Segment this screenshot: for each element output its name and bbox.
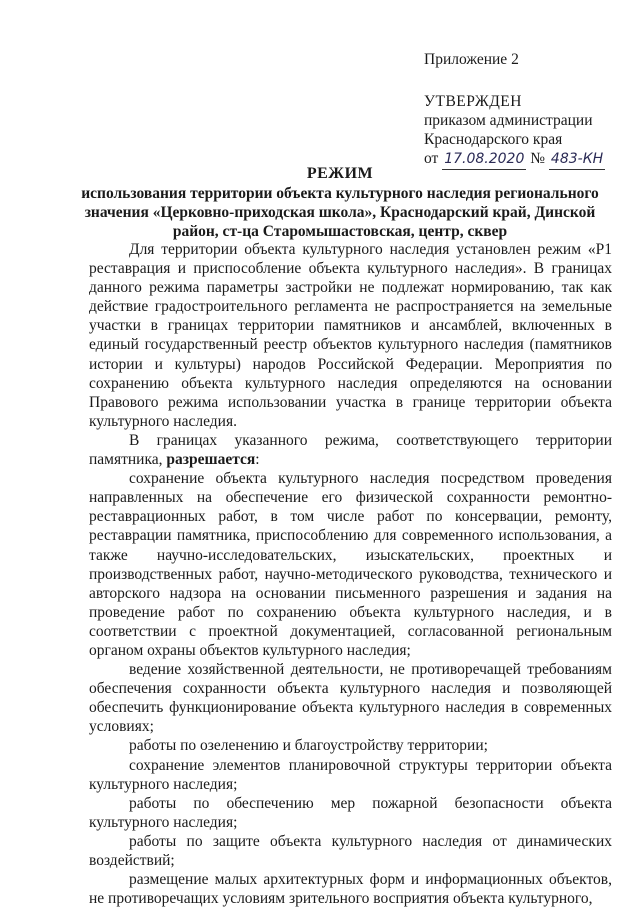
permitted-label: разрешается — [166, 451, 256, 469]
permitted-intro: В границах указанного режима, соответствующего территории памятника, — [89, 431, 612, 469]
order-date: 17.08.2020 — [442, 150, 526, 170]
list-item: ведение хозяйственной деятельности, не противоречащей требованиям обеспечения сохранности объекта культурного наследия и позволяющей обеспечить функционирование объекта культурного наследия в современных условиях; — [89, 661, 612, 736]
order-number-sign: № — [530, 150, 546, 167]
appendix-label: Приложение 2 — [424, 51, 519, 68]
order-number: 483-КН — [549, 150, 605, 170]
document-subtitle: использования территории объекта культурного наследия регионального значения «Церковно-приходская школа», Краснодарский край, Динской район, ст-ца Старомышастовская, центр, сквер — [81, 185, 599, 240]
order-prefix: от — [424, 150, 439, 167]
list-item: сохранение элементов планировочной структуры территории объекта культурного наследия; — [89, 756, 612, 793]
list-item: сохранение объекта культурного наследия посредством проведения направленных на обеспечение его физической сохранности ремонтно-реставрационных работ, в том числе работ по консервации, ремонту, реставрации памятника, приспособлению для современного использования, а также научно-исследовательских, изыскательских, проектных и производственных работ, научно-методического руководства, технического и авторского надзора на основании письменного разрешения и задания на проведение работ по сохранению объекта культурного наследия, и в соответствии с проектной документацией, согласованной региональным органом охраны объектов культурного наследия; — [89, 470, 612, 659]
title-block — [60, 164, 620, 241]
intro-paragraph: Для территории объекта культурного наследия установлен режим «Р1 реставрация и приспособление объекта культурного наследия». В границах данного режима параметры застройки не подлежат нормированию, так как действие градостроительного регламента не распространяется на земельные участки в границах территории памятников и ансамблей, включенных в единый государственный реестр объектов культурного наследия (памятников истории и культуры) народов Российской Федерации. Мероприятия по сохранению объекта культурного наследия определяются на основании Правового режима использовании участка в границе территории объекта культурного наследия. — [89, 241, 612, 430]
document-body — [89, 240, 612, 908]
list-item: размещение малых архитектурных форм и информационных объектов, не противоречащих условиям зрительного восприятия объекта культурного, — [89, 871, 612, 908]
approved-label: УТВЕРЖДЕН — [424, 93, 522, 110]
permitted-paragraph — [89, 431, 612, 469]
permitted-colon: : — [255, 451, 260, 469]
approval-block — [424, 92, 605, 170]
list-item: работы по озеленению и благоустройству территории; — [129, 737, 488, 755]
list-item: работы по защите объекта культурного наследия от динамических воздействий; — [89, 832, 612, 869]
document-title: РЕЖИМ — [306, 165, 374, 182]
approval-line-1: приказом администрации — [424, 112, 593, 129]
approval-line-2: Краснодарского края — [424, 131, 563, 148]
list-item: работы по обеспечению мер пожарной безопасности объекта культурного наследия; — [89, 794, 612, 831]
